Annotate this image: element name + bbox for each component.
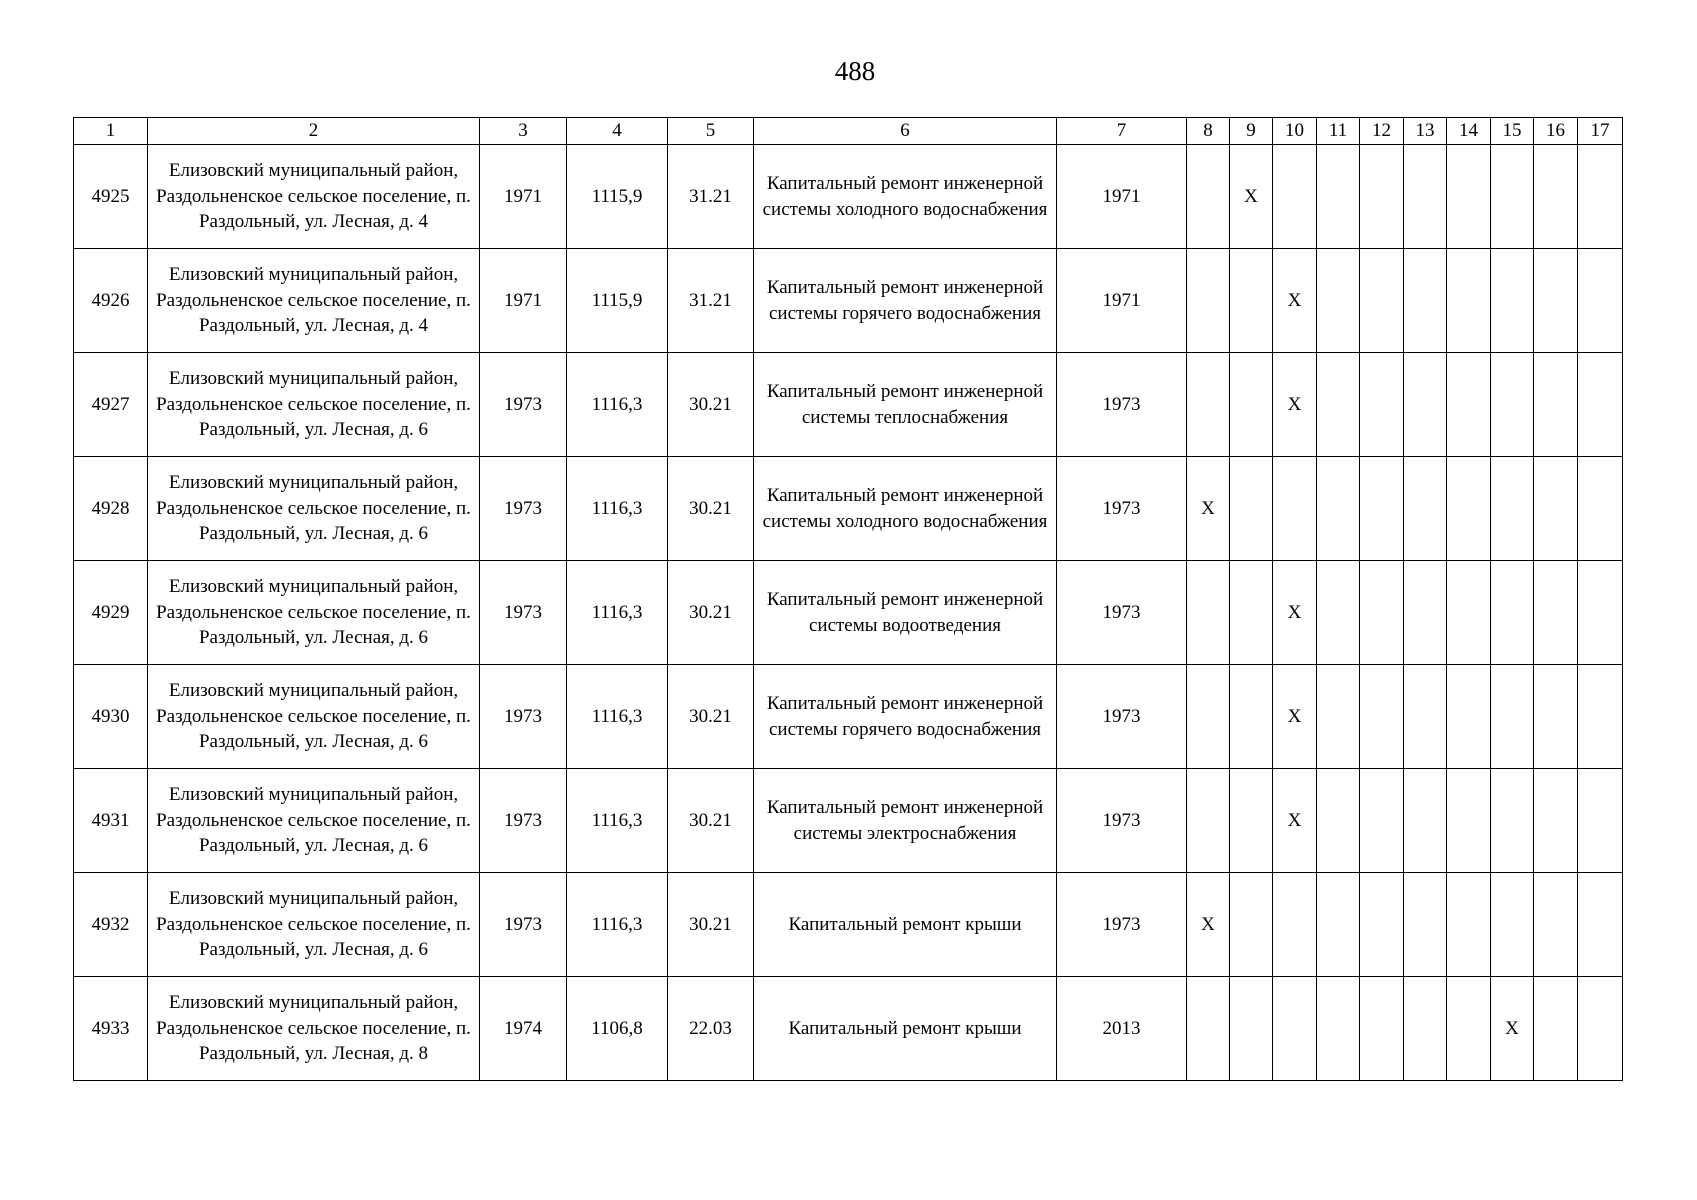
mark-cell-col-13 bbox=[1404, 457, 1447, 561]
year-built-cell: 1971 bbox=[480, 145, 567, 249]
code-cell: 30.21 bbox=[668, 665, 754, 769]
mark-cell-col-16 bbox=[1534, 457, 1578, 561]
mark-cell-col-14 bbox=[1447, 769, 1491, 873]
mark-cell-col-14 bbox=[1447, 665, 1491, 769]
mark-cell-col-8 bbox=[1187, 769, 1230, 873]
row-number-cell: 4930 bbox=[74, 665, 148, 769]
code-cell: 31.21 bbox=[668, 249, 754, 353]
mark-cell-col-8 bbox=[1187, 561, 1230, 665]
work-type-cell: Капитальный ремонт крыши bbox=[754, 873, 1057, 977]
table-row bbox=[74, 457, 1623, 561]
row-number-cell: 4928 bbox=[74, 457, 148, 561]
table-row bbox=[74, 145, 1623, 249]
year-built-cell: 1973 bbox=[480, 561, 567, 665]
mark-cell-col-17 bbox=[1578, 873, 1623, 977]
row-number-cell: 4925 bbox=[74, 145, 148, 249]
mark-cell-col-9: X bbox=[1230, 145, 1273, 249]
mark-cell-col-17 bbox=[1578, 977, 1623, 1081]
mark-cell-col-11 bbox=[1317, 249, 1360, 353]
mark-cell-col-11 bbox=[1317, 353, 1360, 457]
mark-cell-col-8 bbox=[1187, 249, 1230, 353]
mark-cell-col-15 bbox=[1491, 145, 1534, 249]
mark-cell-col-14 bbox=[1447, 457, 1491, 561]
mark-cell-col-13 bbox=[1404, 145, 1447, 249]
mark-cell-col-11 bbox=[1317, 769, 1360, 873]
mark-cell-col-17 bbox=[1578, 457, 1623, 561]
year-built-cell: 1973 bbox=[480, 769, 567, 873]
mark-cell-col-17 bbox=[1578, 249, 1623, 353]
area-cell: 1116,3 bbox=[567, 769, 668, 873]
mark-cell-col-9 bbox=[1230, 769, 1273, 873]
header-row bbox=[74, 118, 1623, 145]
year-built-cell: 1973 bbox=[480, 457, 567, 561]
column-header-14: 14 bbox=[1447, 118, 1491, 145]
mark-cell-col-13 bbox=[1404, 353, 1447, 457]
column-header-10: 10 bbox=[1273, 118, 1317, 145]
column-header-2: 2 bbox=[148, 118, 480, 145]
mark-cell-col-12 bbox=[1360, 769, 1404, 873]
mark-cell-col-15 bbox=[1491, 457, 1534, 561]
mark-cell-col-15 bbox=[1491, 769, 1534, 873]
table-body bbox=[74, 145, 1623, 1081]
mark-cell-col-17 bbox=[1578, 769, 1623, 873]
mark-cell-col-16 bbox=[1534, 353, 1578, 457]
column-header-6: 6 bbox=[754, 118, 1057, 145]
column-header-7: 7 bbox=[1057, 118, 1187, 145]
table-row bbox=[74, 873, 1623, 977]
mark-cell-col-16 bbox=[1534, 145, 1578, 249]
code-cell: 30.21 bbox=[668, 561, 754, 665]
column-header-5: 5 bbox=[668, 118, 754, 145]
work-type-cell: Капитальный ремонт инженерной системы водоотведения bbox=[754, 561, 1057, 665]
column-header-3: 3 bbox=[480, 118, 567, 145]
mark-cell-col-16 bbox=[1534, 561, 1578, 665]
mark-cell-col-14 bbox=[1447, 249, 1491, 353]
year-cell: 1973 bbox=[1057, 561, 1187, 665]
column-header-16: 16 bbox=[1534, 118, 1578, 145]
mark-cell-col-15: X bbox=[1491, 977, 1534, 1081]
year-built-cell: 1973 bbox=[480, 665, 567, 769]
address-cell: Елизовский муниципальный район, Раздольненское сельское поселение, п. Раздольный, ул. Лесная, д. 4 bbox=[148, 145, 480, 249]
mark-cell-col-10 bbox=[1273, 873, 1317, 977]
work-type-cell: Капитальный ремонт инженерной системы холодного водоснабжения bbox=[754, 457, 1057, 561]
code-cell: 30.21 bbox=[668, 353, 754, 457]
register-table bbox=[73, 117, 1623, 1081]
work-type-cell: Капитальный ремонт инженерной системы электроснабжения bbox=[754, 769, 1057, 873]
mark-cell-col-13 bbox=[1404, 249, 1447, 353]
mark-cell-col-10: X bbox=[1273, 561, 1317, 665]
table-row bbox=[74, 561, 1623, 665]
mark-cell-col-11 bbox=[1317, 977, 1360, 1081]
mark-cell-col-10: X bbox=[1273, 665, 1317, 769]
mark-cell-col-11 bbox=[1317, 457, 1360, 561]
mark-cell-col-11 bbox=[1317, 665, 1360, 769]
year-cell: 1973 bbox=[1057, 873, 1187, 977]
column-header-8: 8 bbox=[1187, 118, 1230, 145]
column-header-17: 17 bbox=[1578, 118, 1623, 145]
mark-cell-col-9 bbox=[1230, 873, 1273, 977]
address-cell: Елизовский муниципальный район, Раздольненское сельское поселение, п. Раздольный, ул. Лесная, д. 4 bbox=[148, 249, 480, 353]
mark-cell-col-13 bbox=[1404, 977, 1447, 1081]
year-built-cell: 1973 bbox=[480, 873, 567, 977]
mark-cell-col-12 bbox=[1360, 665, 1404, 769]
table-header bbox=[74, 118, 1623, 145]
mark-cell-col-14 bbox=[1447, 561, 1491, 665]
mark-cell-col-12 bbox=[1360, 561, 1404, 665]
table-row bbox=[74, 249, 1623, 353]
mark-cell-col-11 bbox=[1317, 561, 1360, 665]
mark-cell-col-16 bbox=[1534, 769, 1578, 873]
mark-cell-col-9 bbox=[1230, 665, 1273, 769]
address-cell: Елизовский муниципальный район, Раздольненское сельское поселение, п. Раздольный, ул. Лесная, д. 6 bbox=[148, 769, 480, 873]
mark-cell-col-10: X bbox=[1273, 353, 1317, 457]
year-cell: 1973 bbox=[1057, 665, 1187, 769]
mark-cell-col-10: X bbox=[1273, 769, 1317, 873]
mark-cell-col-9 bbox=[1230, 353, 1273, 457]
year-built-cell: 1974 bbox=[480, 977, 567, 1081]
year-cell: 1971 bbox=[1057, 145, 1187, 249]
mark-cell-col-17 bbox=[1578, 561, 1623, 665]
area-cell: 1106,8 bbox=[567, 977, 668, 1081]
column-header-9: 9 bbox=[1230, 118, 1273, 145]
table-row bbox=[74, 977, 1623, 1081]
mark-cell-col-8: X bbox=[1187, 457, 1230, 561]
work-type-cell: Капитальный ремонт инженерной системы холодного водоснабжения bbox=[754, 145, 1057, 249]
mark-cell-col-14 bbox=[1447, 353, 1491, 457]
address-cell: Елизовский муниципальный район, Раздольненское сельское поселение, п. Раздольный, ул. Лесная, д. 6 bbox=[148, 353, 480, 457]
year-built-cell: 1973 bbox=[480, 353, 567, 457]
mark-cell-col-9 bbox=[1230, 977, 1273, 1081]
work-type-cell: Капитальный ремонт инженерной системы горячего водоснабжения bbox=[754, 665, 1057, 769]
code-cell: 30.21 bbox=[668, 457, 754, 561]
mark-cell-col-11 bbox=[1317, 145, 1360, 249]
mark-cell-col-12 bbox=[1360, 145, 1404, 249]
code-cell: 30.21 bbox=[668, 873, 754, 977]
code-cell: 31.21 bbox=[668, 145, 754, 249]
mark-cell-col-14 bbox=[1447, 873, 1491, 977]
mark-cell-col-9 bbox=[1230, 249, 1273, 353]
row-number-cell: 4927 bbox=[74, 353, 148, 457]
area-cell: 1115,9 bbox=[567, 249, 668, 353]
mark-cell-col-15 bbox=[1491, 873, 1534, 977]
row-number-cell: 4931 bbox=[74, 769, 148, 873]
work-type-cell: Капитальный ремонт инженерной системы теплоснабжения bbox=[754, 353, 1057, 457]
table-row bbox=[74, 665, 1623, 769]
mark-cell-col-17 bbox=[1578, 353, 1623, 457]
mark-cell-col-14 bbox=[1447, 145, 1491, 249]
area-cell: 1116,3 bbox=[567, 457, 668, 561]
mark-cell-col-15 bbox=[1491, 665, 1534, 769]
work-type-cell: Капитальный ремонт крыши bbox=[754, 977, 1057, 1081]
work-type-cell: Капитальный ремонт инженерной системы горячего водоснабжения bbox=[754, 249, 1057, 353]
year-cell: 1971 bbox=[1057, 249, 1187, 353]
column-header-1: 1 bbox=[74, 118, 148, 145]
mark-cell-col-13 bbox=[1404, 665, 1447, 769]
mark-cell-col-9 bbox=[1230, 457, 1273, 561]
mark-cell-col-13 bbox=[1404, 561, 1447, 665]
mark-cell-col-16 bbox=[1534, 977, 1578, 1081]
mark-cell-col-16 bbox=[1534, 249, 1578, 353]
mark-cell-col-12 bbox=[1360, 873, 1404, 977]
column-header-15: 15 bbox=[1491, 118, 1534, 145]
code-cell: 22.03 bbox=[668, 977, 754, 1081]
mark-cell-col-8 bbox=[1187, 145, 1230, 249]
address-cell: Елизовский муниципальный район, Раздольненское сельское поселение, п. Раздольный, ул. Лесная, д. 6 bbox=[148, 873, 480, 977]
row-number-cell: 4926 bbox=[74, 249, 148, 353]
mark-cell-col-9 bbox=[1230, 561, 1273, 665]
area-cell: 1115,9 bbox=[567, 145, 668, 249]
mark-cell-col-12 bbox=[1360, 353, 1404, 457]
year-cell: 1973 bbox=[1057, 353, 1187, 457]
page-number: 488 bbox=[834, 56, 876, 86]
area-cell: 1116,3 bbox=[567, 665, 668, 769]
code-cell: 30.21 bbox=[668, 769, 754, 873]
year-cell: 1973 bbox=[1057, 769, 1187, 873]
table-row bbox=[74, 353, 1623, 457]
address-cell: Елизовский муниципальный район, Раздольненское сельское поселение, п. Раздольный, ул. Лесная, д. 8 bbox=[148, 977, 480, 1081]
mark-cell-col-13 bbox=[1404, 769, 1447, 873]
column-header-12: 12 bbox=[1360, 118, 1404, 145]
address-cell: Елизовский муниципальный район, Раздольненское сельское поселение, п. Раздольный, ул. Лесная, д. 6 bbox=[148, 665, 480, 769]
area-cell: 1116,3 bbox=[567, 353, 668, 457]
column-header-4: 4 bbox=[567, 118, 668, 145]
mark-cell-col-10 bbox=[1273, 457, 1317, 561]
mark-cell-col-16 bbox=[1534, 873, 1578, 977]
mark-cell-col-10: X bbox=[1273, 249, 1317, 353]
year-cell: 1973 bbox=[1057, 457, 1187, 561]
mark-cell-col-15 bbox=[1491, 561, 1534, 665]
mark-cell-col-17 bbox=[1578, 145, 1623, 249]
address-cell: Елизовский муниципальный район, Раздольненское сельское поселение, п. Раздольный, ул. Лесная, д. 6 bbox=[148, 561, 480, 665]
mark-cell-col-17 bbox=[1578, 665, 1623, 769]
table-row bbox=[74, 769, 1623, 873]
mark-cell-col-12 bbox=[1360, 977, 1404, 1081]
mark-cell-col-8: X bbox=[1187, 873, 1230, 977]
row-number-cell: 4932 bbox=[74, 873, 148, 977]
area-cell: 1116,3 bbox=[567, 561, 668, 665]
mark-cell-col-15 bbox=[1491, 353, 1534, 457]
mark-cell-col-8 bbox=[1187, 353, 1230, 457]
mark-cell-col-16 bbox=[1534, 665, 1578, 769]
mark-cell-col-8 bbox=[1187, 665, 1230, 769]
column-header-11: 11 bbox=[1317, 118, 1360, 145]
mark-cell-col-15 bbox=[1491, 249, 1534, 353]
mark-cell-col-10 bbox=[1273, 145, 1317, 249]
mark-cell-col-8 bbox=[1187, 977, 1230, 1081]
mark-cell-col-12 bbox=[1360, 249, 1404, 353]
year-built-cell: 1971 bbox=[480, 249, 567, 353]
mark-cell-col-11 bbox=[1317, 873, 1360, 977]
year-cell: 2013 bbox=[1057, 977, 1187, 1081]
row-number-cell: 4933 bbox=[74, 977, 148, 1081]
mark-cell-col-12 bbox=[1360, 457, 1404, 561]
mark-cell-col-14 bbox=[1447, 977, 1491, 1081]
row-number-cell: 4929 bbox=[74, 561, 148, 665]
address-cell: Елизовский муниципальный район, Раздольненское сельское поселение, п. Раздольный, ул. Лесная, д. 6 bbox=[148, 457, 480, 561]
mark-cell-col-10 bbox=[1273, 977, 1317, 1081]
mark-cell-col-13 bbox=[1404, 873, 1447, 977]
area-cell: 1116,3 bbox=[567, 873, 668, 977]
column-header-13: 13 bbox=[1404, 118, 1447, 145]
